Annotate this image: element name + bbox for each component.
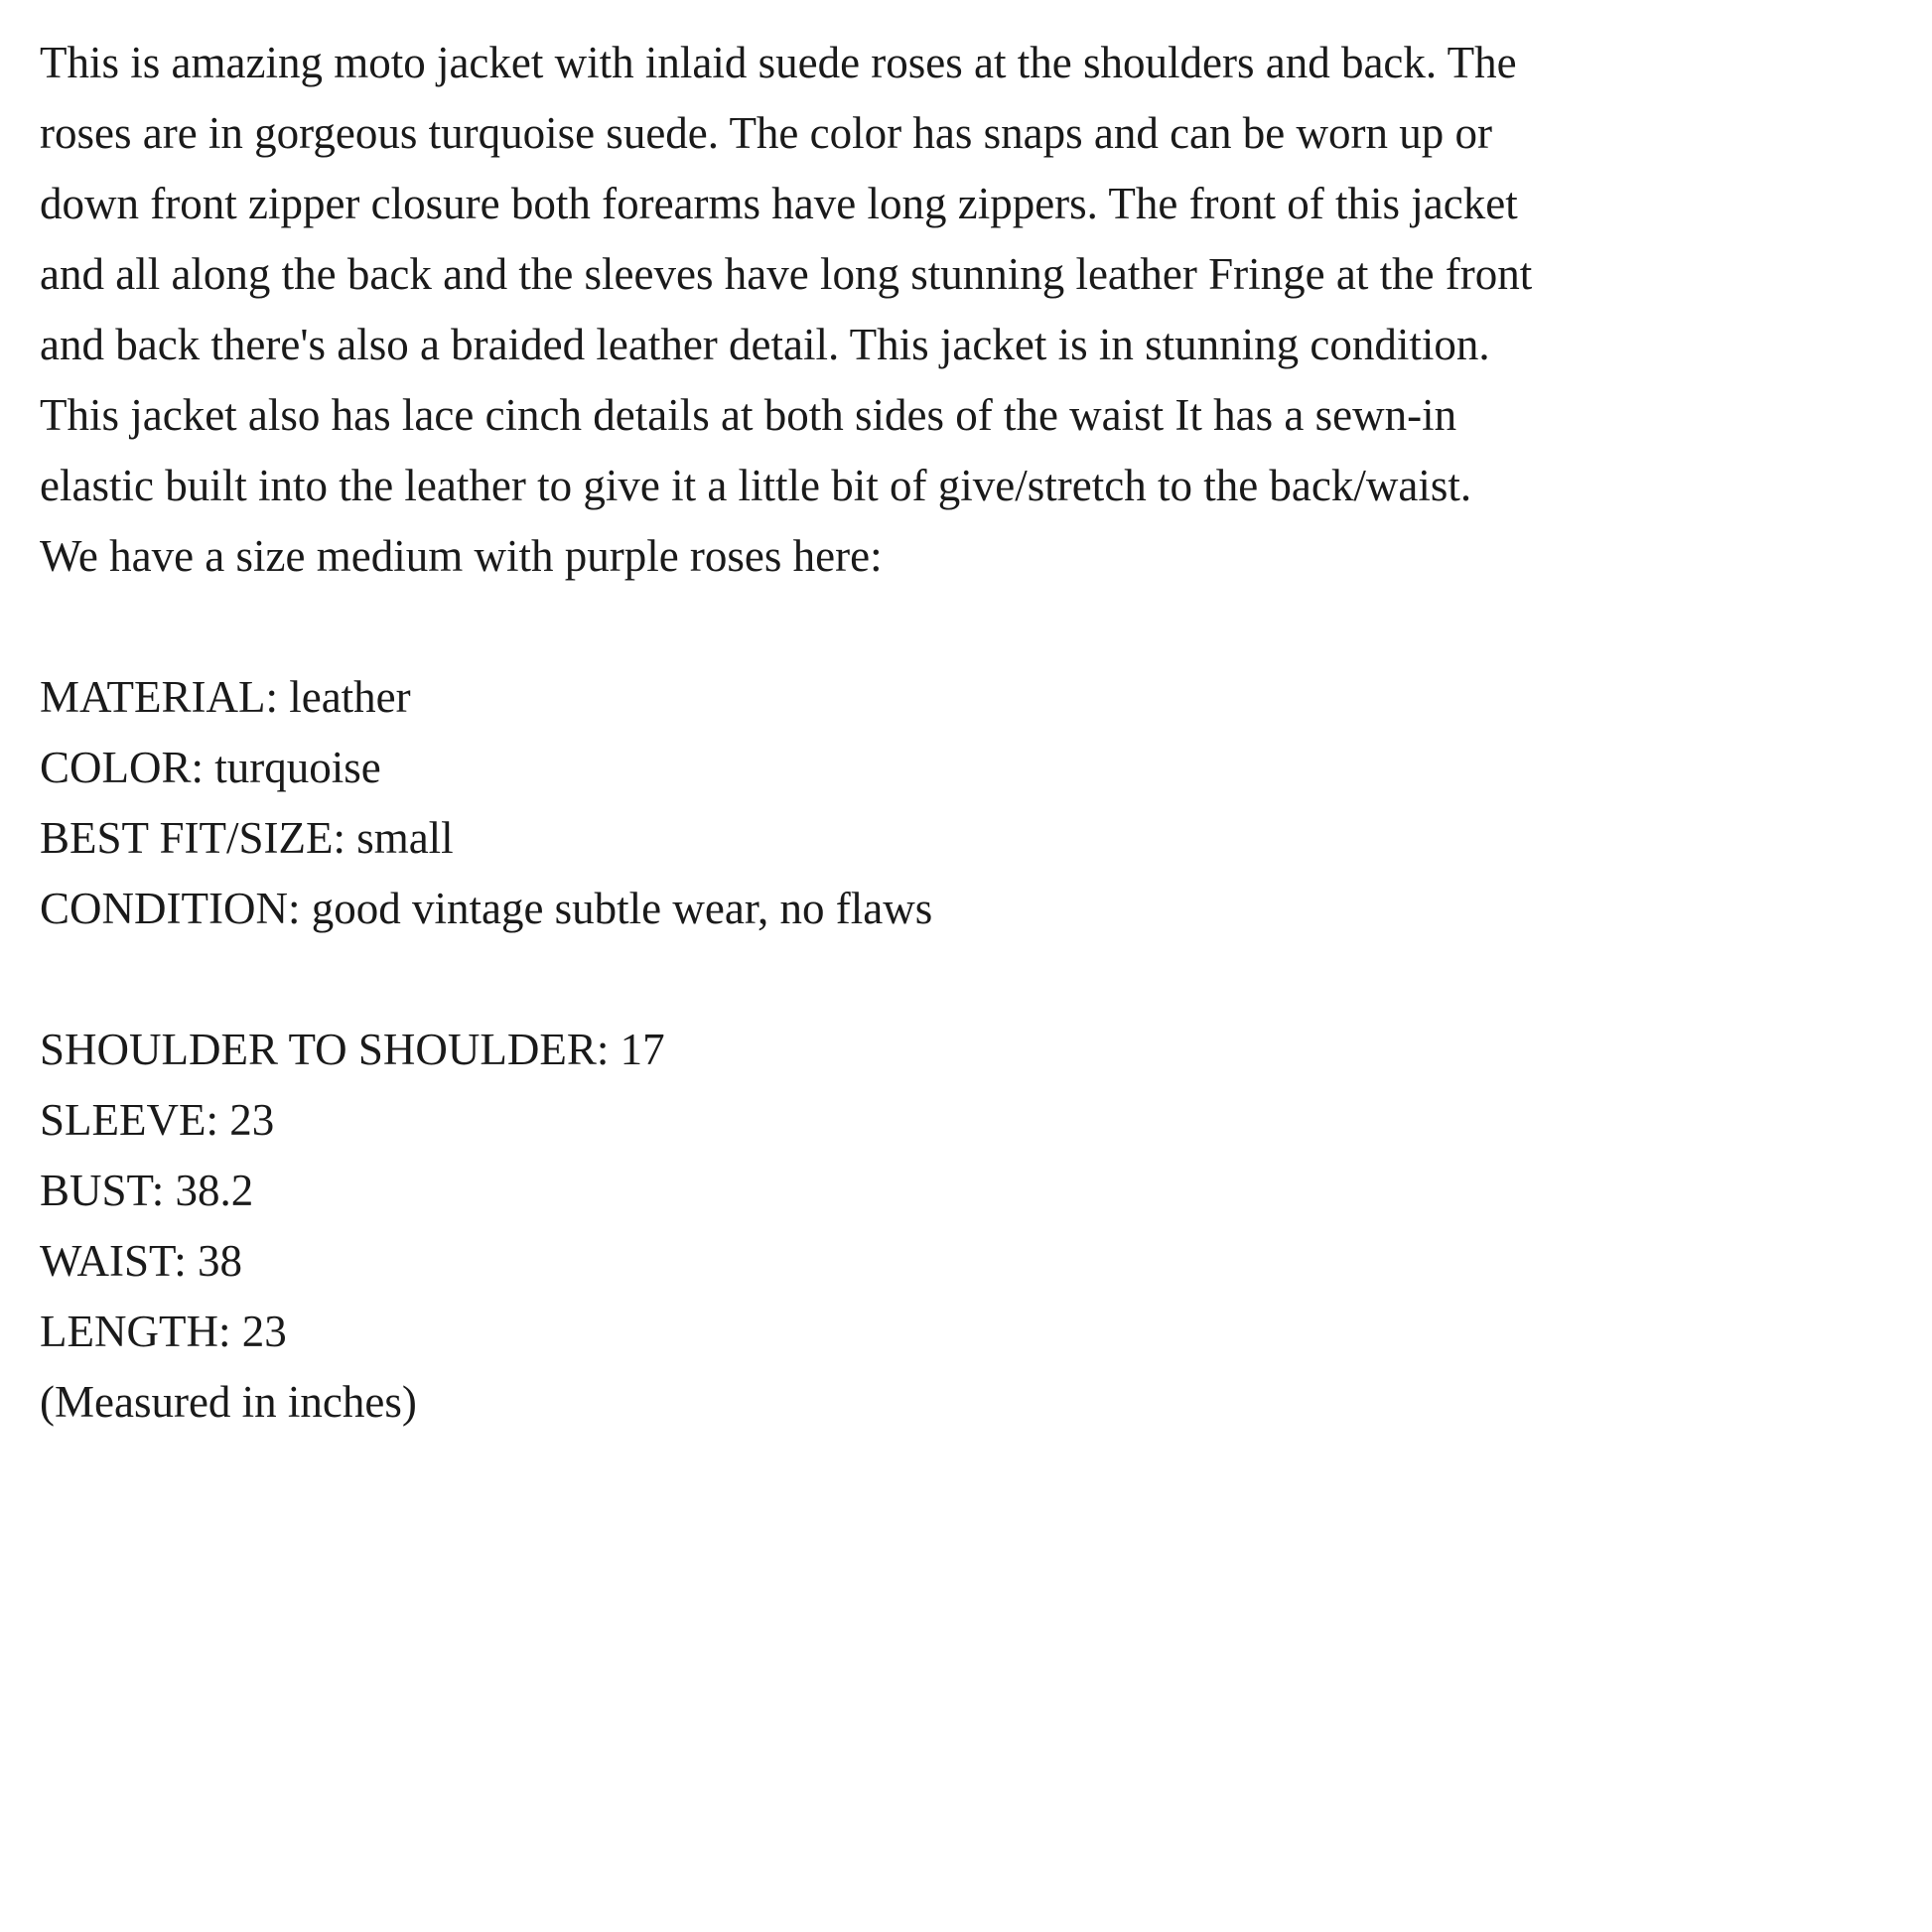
spacer — [40, 944, 1906, 1015]
condition-detail: CONDITION: good vintage subtle wear, no flaws — [40, 884, 933, 933]
best-fit-detail: BEST FIT/SIZE: small — [40, 813, 454, 863]
details-list — [40, 662, 1906, 944]
material-detail: MATERIAL: leather — [40, 672, 411, 722]
description-line: and back there's also a braided leather detail. This jacket is in stunning condition. — [40, 320, 1490, 369]
measurements-list — [40, 1015, 1906, 1438]
shoulder-measurement: SHOULDER TO SHOULDER: 17 — [40, 1025, 665, 1074]
waist-measurement: WAIST: 38 — [40, 1236, 242, 1286]
description-line: down front zipper closure both forearms have long zippers. The front of this jacket — [40, 179, 1518, 228]
description-line: and all along the back and the sleeves have long stunning leather Fringe at the front — [40, 249, 1533, 299]
description-line: We have a size medium with purple roses here: — [40, 531, 883, 581]
description-line: This jacket also has lace cinch details at both sides of the waist It has a sewn-in — [40, 390, 1457, 440]
length-measurement: LENGTH: 23 — [40, 1307, 287, 1356]
description-line: elastic built into the leather to give it a little bit of give/stretch to the back/waist. — [40, 461, 1472, 510]
sleeve-measurement: SLEEVE: 23 — [40, 1095, 275, 1145]
description-line: This is amazing moto jacket with inlaid suede roses at the shoulders and back. The — [40, 38, 1517, 87]
unit-note: (Measured in inches) — [40, 1377, 417, 1427]
product-description-document — [40, 28, 1906, 1438]
description-paragraph — [40, 28, 1906, 592]
description-line: roses are in gorgeous turquoise suede. The color has snaps and can be worn up or — [40, 108, 1492, 158]
bust-measurement: BUST: 38.2 — [40, 1166, 254, 1215]
color-detail: COLOR: turquoise — [40, 743, 381, 792]
spacer — [40, 592, 1906, 662]
